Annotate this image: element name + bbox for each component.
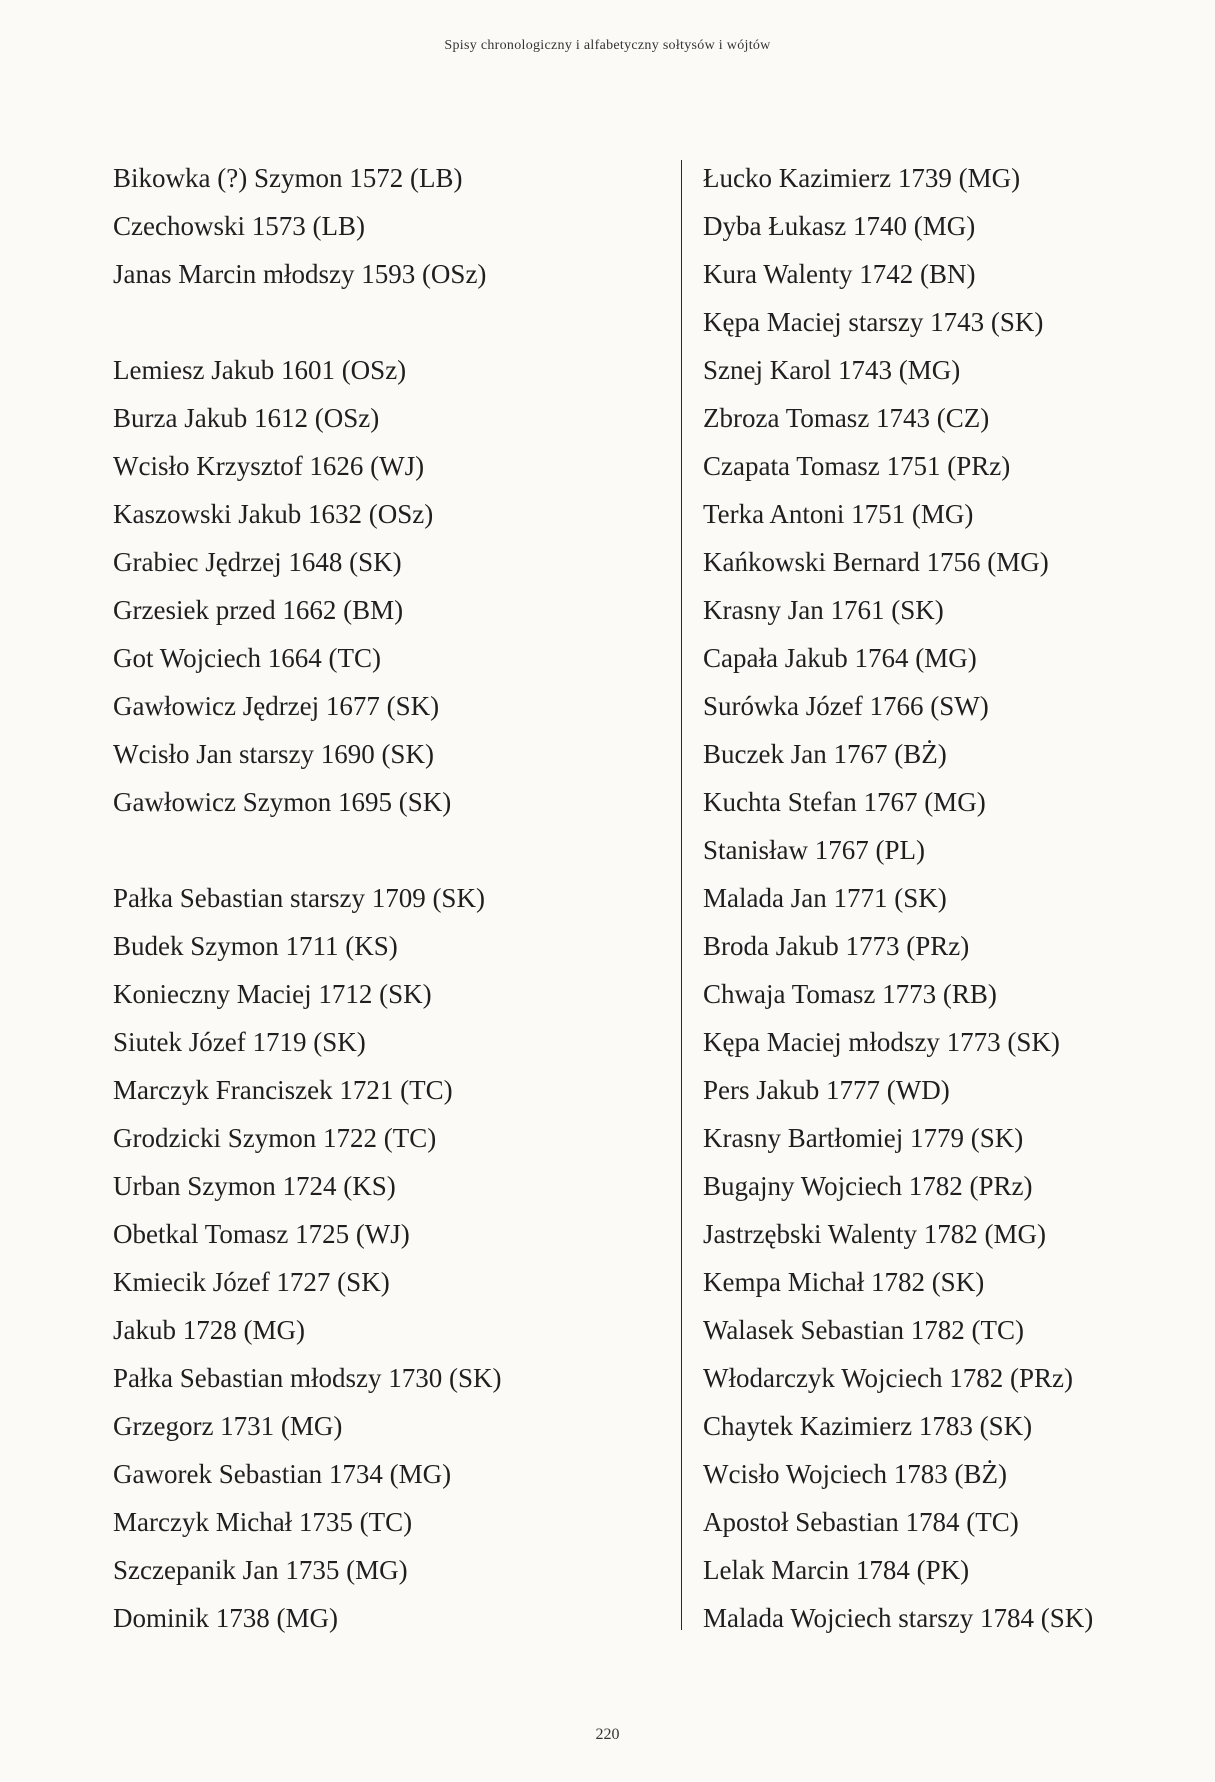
list-item: Kaszowski Jakub 1632 (OSz) <box>113 499 434 529</box>
list-item: Wcisło Wojciech 1783 (BŻ) <box>703 1459 1008 1489</box>
list-item: Broda Jakub 1773 (PRz) <box>703 931 970 961</box>
left-column-list <box>113 154 673 1642</box>
list-item: Stanisław 1767 (PL) <box>703 835 925 865</box>
list-item: Kańkowski Bernard 1756 (MG) <box>703 547 1049 577</box>
list-item: Grzegorz 1731 (MG) <box>113 1411 343 1441</box>
list-item: Apostoł Sebastian 1784 (TC) <box>703 1507 1019 1537</box>
list-item: Obetkal Tomasz 1725 (WJ) <box>113 1219 410 1249</box>
list-item: Marczyk Michał 1735 (TC) <box>113 1507 413 1537</box>
list-item: Gawłowicz Szymon 1695 (SK) <box>113 787 452 817</box>
list-item: Bugajny Wojciech 1782 (PRz) <box>703 1171 1033 1201</box>
list-item: Gaworek Sebastian 1734 (MG) <box>113 1459 452 1489</box>
list-spacer <box>113 298 673 346</box>
column-divider <box>681 160 682 1630</box>
list-item: Marczyk Franciszek 1721 (TC) <box>113 1075 453 1105</box>
list-item: Wcisło Krzysztof 1626 (WJ) <box>113 451 425 481</box>
list-item: Pałka Sebastian starszy 1709 (SK) <box>113 883 485 913</box>
list-item: Capała Jakub 1764 (MG) <box>703 643 977 673</box>
list-item: Sznej Karol 1743 (MG) <box>703 355 961 385</box>
list-item: Urban Szymon 1724 (KS) <box>113 1171 396 1201</box>
list-item: Siutek Józef 1719 (SK) <box>113 1027 366 1057</box>
list-item: Walasek Sebastian 1782 (TC) <box>703 1315 1024 1345</box>
list-item: Terka Antoni 1751 (MG) <box>703 499 974 529</box>
list-item: Malada Jan 1771 (SK) <box>703 883 947 913</box>
list-item: Pers Jakub 1777 (WD) <box>703 1075 950 1105</box>
list-item: Kempa Michał 1782 (SK) <box>703 1267 985 1297</box>
list-item: Jakub 1728 (MG) <box>113 1315 305 1345</box>
list-item: Gawłowicz Jędrzej 1677 (SK) <box>113 691 440 721</box>
list-item: Chaytek Kazimierz 1783 (SK) <box>703 1411 1033 1441</box>
list-item: Dyba Łukasz 1740 (MG) <box>703 211 976 241</box>
list-item: Wcisło Jan starszy 1690 (SK) <box>113 739 434 769</box>
list-item: Got Wojciech 1664 (TC) <box>113 643 382 673</box>
list-item: Krasny Bartłomiej 1779 (SK) <box>703 1123 1024 1153</box>
list-item: Pałka Sebastian młodszy 1730 (SK) <box>113 1363 502 1393</box>
list-item: Kępa Maciej młodszy 1773 (SK) <box>703 1027 1060 1057</box>
list-item: Kura Walenty 1742 (BN) <box>703 259 976 289</box>
list-spacer <box>113 826 673 874</box>
list-item: Grodzicki Szymon 1722 (TC) <box>113 1123 437 1153</box>
list-item: Kępa Maciej starszy 1743 (SK) <box>703 307 1044 337</box>
list-item: Lelak Marcin 1784 (PK) <box>703 1555 970 1585</box>
list-item: Kmiecik Józef 1727 (SK) <box>113 1267 390 1297</box>
list-item: Kuchta Stefan 1767 (MG) <box>703 787 986 817</box>
list-item: Jastrzębski Walenty 1782 (MG) <box>703 1219 1047 1249</box>
list-item: Czapata Tomasz 1751 (PRz) <box>703 451 1011 481</box>
running-header: Spisy chronologiczny i alfabetyczny sołtysów i wójtów <box>444 38 771 53</box>
list-item: Buczek Jan 1767 (BŻ) <box>703 739 947 769</box>
right-column-list <box>703 154 1183 1642</box>
list-item: Malada Wojciech starszy 1784 (SK) <box>703 1603 1094 1633</box>
list-item: Grzesiek przed 1662 (BM) <box>113 595 404 625</box>
list-item: Burza Jakub 1612 (OSz) <box>113 403 380 433</box>
list-item: Bikowka (?) Szymon 1572 (LB) <box>113 163 463 193</box>
list-item: Szczepanik Jan 1735 (MG) <box>113 1555 408 1585</box>
list-item: Krasny Jan 1761 (SK) <box>703 595 944 625</box>
list-item: Janas Marcin młodszy 1593 (OSz) <box>113 259 487 289</box>
list-item: Konieczny Maciej 1712 (SK) <box>113 979 432 1009</box>
list-item: Włodarczyk Wojciech 1782 (PRz) <box>703 1363 1073 1393</box>
list-item: Zbroza Tomasz 1743 (CZ) <box>703 403 990 433</box>
list-item: Chwaja Tomasz 1773 (RB) <box>703 979 997 1009</box>
list-item: Grabiec Jędrzej 1648 (SK) <box>113 547 402 577</box>
list-item: Łucko Kazimierz 1739 (MG) <box>703 163 1021 193</box>
list-item: Budek Szymon 1711 (KS) <box>113 931 398 961</box>
list-item: Surówka Józef 1766 (SW) <box>703 691 989 721</box>
list-item: Czechowski 1573 (LB) <box>113 211 365 241</box>
page-number: 220 <box>595 1726 620 1743</box>
list-item: Dominik 1738 (MG) <box>113 1603 338 1633</box>
list-item: Lemiesz Jakub 1601 (OSz) <box>113 355 407 385</box>
